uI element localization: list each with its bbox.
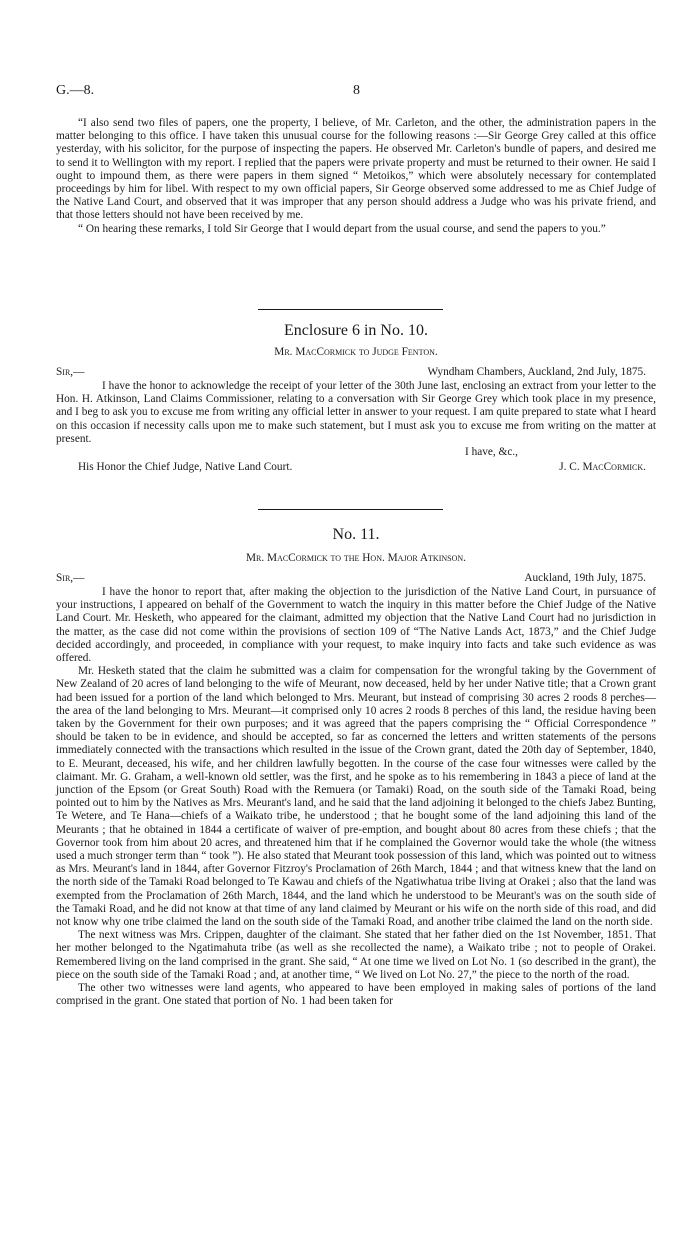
enclosure-body	[56, 380, 656, 446]
section-divider	[258, 309, 443, 310]
letter-title: No. 11.	[332, 526, 380, 543]
letter-subtitle: Mr. MacCormick to the Hon. Major Atkinson.	[246, 552, 466, 564]
letter-paragraph: The other two witnesses were land agents, who appeared to have been employed in making sales of portions of the land comprised in the grant. One stated that portion of No. 1 had been taken for	[56, 982, 656, 1008]
letter-address-row	[56, 572, 656, 586]
section-divider	[258, 509, 443, 510]
letter-paragraph: The next witness was Mrs. Crippen, daughter of the claimant. She stated that her father died on the 1st November, 1851. That her mother belonged to the Ngatimahuta tribe (as well as she recollected the name), a Waikato tribe ; not to people of Orakei. Remembered living on the land comprised in the grant. She said, “ At one time we lived on Lot No. 1 (so described in the grant), the piece on the south side of the Tamaki Road ; and, at another time, “ We lived on Lot No. 27,” the piece to the north of the road.	[56, 929, 656, 981]
enclosure-subtitle: Mr. MacCormick to Judge Fenton.	[274, 346, 438, 358]
enclosure-signature-row	[56, 461, 656, 475]
intro-paragraph: “I also send two files of papers, one the property, I believe, of Mr. Carleton, and the other, the administration papers in the matter belonging to this office. I have taken this unusual course for the following reasons :—Sir George Grey called at this office yesterday, with his solicitor, for the purpose of inspecting the papers. He observed Mr. Carleton's bundle of papers, and desired me to send it to Wellington with my report. I replied that the papers were private property and must be returned to their owner. He said I ought to impound them, as there were papers in them signed “ Metoikos,” which were absolutely necessary for contemplated proceedings by him for libel. With respect to my own official papers, Sir George observed some addressed to me as Chief Judge of the Native Land Court, and observed that it was improper that any person should address a Judge who was his private friend, and that those letters should not have been received by me.	[56, 117, 656, 222]
enclosure-paragraph: I have the honor to acknowledge the receipt of your letter of the 30th June last, enclosing an extract from your letter to the Hon. H. Atkinson, Land Claims Commissioner, relating to a conversation with Sir George Grey which took place in my presence, and I beg to ask you to excuse me from writing any official letter in answer to your request. I am quite prepared to state what I heard on this occasion if necessity calls upon me to make such statement, but I must ask you to excuse me from writing on the matter at present.	[56, 380, 656, 445]
letter-body	[56, 586, 656, 1009]
enclosure-address-row	[56, 366, 656, 380]
enclosure-signature: J. C. MacCormick.	[559, 461, 646, 473]
letter-paragraph: Mr. Hesketh stated that the claim he submitted was a claim for compensation for the wrongful taking by the Government of New Zealand of 20 acres of land belonging to the wife of Meurant, now deceased, held by her under Native title; that a Crown grant had been issued for a portion of the land which belonged to Mrs. Meurant, but instead of comprising 30 acres 2 roods 8 perches—the area of the land belonging to Mrs. Meurant—it comprised only 10 acres 2 roods 8 perches of this land, the residue having been taken by the Government for their own purposes; and it was agreed that the papers comprising the “ Official Correspondence ” should be taken to be in evidence, and should be accepted, so far as concerned the letters and written statements of the persons immediately connected with the transactions which resulted in the issue of the Crown grant, dated the 20th day of September, 1840, to E. Meurant, deceased, his wife, and her children lawfully begotten. In the course of the case four witnesses were called by the claimant. Mr. G. Graham, a well-known old settler, was the first, and he spoke as to his remembering in 1843 a piece of land at the junction of the Epsom (or Great South) Road with the Remuera (or Tamaki) Road, on the south side of the Tamaki Road, being pointed out to him by the Natives as Mrs. Meurant's land, and he said that the land adjoining it belonged to the chiefs Jabez Bunting, Te Wetere, and Te Hana—chiefs of a Waikato tribe, he understood ; that he bought some of the land adjoining this land of the Meurants ; that he obtained in 1844 a certificate of waiver of pre-emption, and bought about 80 acres from these chiefs ; that the Governor took from him about 20 acres, and threatened him that if he complained the Governor would take the whole (the witness used a much stronger term than “ took ”). He also stated that Meurant took possession of this land, which was pointed out to witness as Mrs. Meurant's land in 1844, after Governor Fitzroy's Proclamation of 26th March, 1844 ; and that witness knew that the land on the north side of the Tamaki Road belonged to Te Kawau and chiefs of the Ngatiwhatua tribe living at Orakei ; also that the land was exempted from the Proclamation of 26th March, 1844, and the land which he understood to be Meurant's was on the south side of the Tamaki Road, and he did not know at that time of any land claimed by Meurant or his wife on the north side of this road, and did not know why one tribe claimed the land on the south side of the Tamaki Road, and another tribe claimed the land on the north side.	[56, 665, 656, 929]
document-code: G.—8.	[56, 83, 95, 98]
letter-salutation: Sir,—	[56, 572, 85, 584]
enclosure-addressee: His Honor the Chief Judge, Native Land Court.	[78, 461, 293, 473]
enclosure-title: Enclosure 6 in No. 10.	[284, 322, 428, 339]
intro-text	[56, 117, 656, 236]
enclosure-salutation: Sir,—	[56, 366, 85, 378]
intro-paragraph: “ On hearing these remarks, I told Sir George that I would depart from the usual course, and send the papers to you.”	[78, 222, 606, 235]
letter-paragraph: I have the honor to report that, after making the objection to the jurisdiction of the Native Land Court, in pursuance of your instructions, I appeared on behalf of the Government to watch the inquiry in this matter before the Chief Judge of the Native Land Court. Mr. Hesketh, who appeared for the claimant, admitted my objection that the Native Land Court had no jurisdiction in the matter, as the case did not come within the provisions of section 109 of “The Native Lands Act, 1873,” and the Chief Judge decided accordingly, and proceeded, in compliance with your request, to make inquiry into facts and take such evidence as was offered.	[56, 586, 656, 665]
enclosure-closing: I have, &c.,	[465, 446, 519, 458]
page-number: 8	[353, 83, 360, 98]
enclosure-address-date: Wyndham Chambers, Auckland, 2nd July, 1875.	[427, 366, 646, 378]
letter-place-date: Auckland, 19th July, 1875.	[524, 572, 646, 584]
